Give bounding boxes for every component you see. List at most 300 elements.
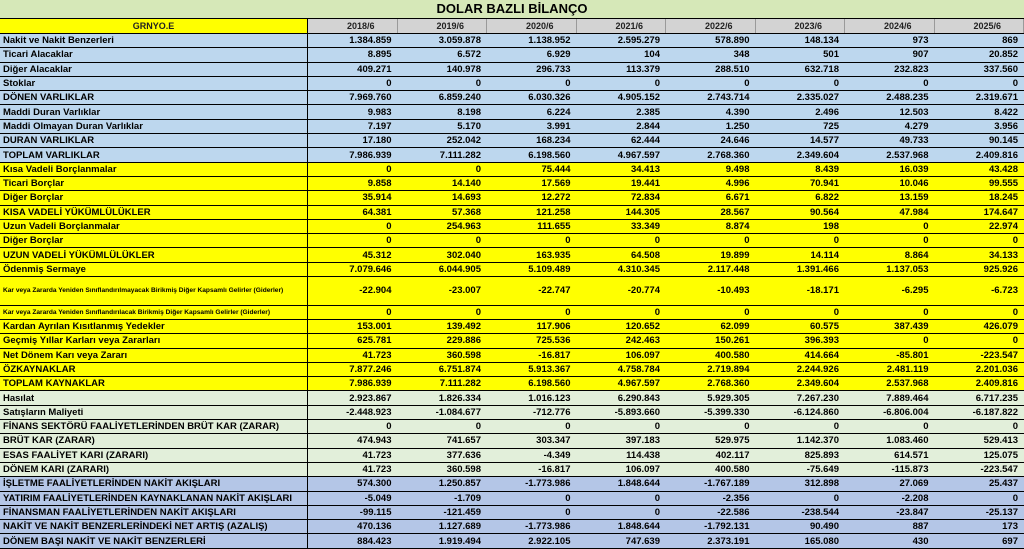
value-cell[interactable]: 8.198 [398, 105, 488, 118]
value-cell[interactable]: 8.874 [666, 220, 756, 233]
value-cell[interactable]: 2.385 [577, 105, 667, 118]
value-cell[interactable]: 165.080 [756, 534, 846, 547]
value-cell[interactable]: -23.847 [845, 506, 935, 519]
value-cell[interactable]: 0 [935, 234, 1024, 247]
row-label[interactable]: Kısa Vadeli Borçlanmalar [0, 163, 308, 176]
value-cell[interactable]: 387.439 [845, 320, 935, 333]
value-cell[interactable]: 41.723 [308, 463, 398, 476]
value-cell[interactable]: 884.423 [308, 534, 398, 547]
value-cell[interactable]: -2.448.923 [308, 406, 398, 419]
value-cell[interactable]: 0 [756, 77, 846, 90]
value-cell[interactable]: 4.758.784 [577, 363, 667, 376]
value-cell[interactable]: 0 [845, 77, 935, 90]
value-cell[interactable]: -25.137 [935, 506, 1024, 519]
value-cell[interactable]: 741.657 [398, 434, 488, 447]
value-cell[interactable]: 0 [935, 334, 1024, 347]
value-cell[interactable]: 153.001 [308, 320, 398, 333]
value-cell[interactable]: 7.889.464 [845, 391, 935, 404]
value-cell[interactable]: -6.295 [845, 277, 935, 305]
value-cell[interactable]: 614.571 [845, 449, 935, 462]
value-cell[interactable]: -20.774 [577, 277, 667, 305]
value-cell[interactable]: 360.598 [398, 349, 488, 362]
year-header[interactable]: 2023/6 [756, 19, 846, 33]
value-cell[interactable]: 47.984 [845, 206, 935, 219]
row-label[interactable]: TOPLAM KAYNAKLAR [0, 377, 308, 390]
row-label[interactable]: UZUN VADELİ YÜKÜMLÜLÜKLER [0, 248, 308, 261]
value-cell[interactable]: 0 [577, 77, 667, 90]
value-cell[interactable]: 7.111.282 [398, 377, 488, 390]
value-cell[interactable]: 2.537.968 [845, 148, 935, 161]
value-cell[interactable]: 9.498 [666, 163, 756, 176]
value-cell[interactable]: 0 [845, 420, 935, 433]
value-cell[interactable]: 1.127.689 [398, 520, 488, 533]
value-cell[interactable]: 2.481.119 [845, 363, 935, 376]
value-cell[interactable]: -2.356 [666, 492, 756, 505]
value-cell[interactable]: -4.349 [487, 449, 577, 462]
value-cell[interactable]: 0 [845, 334, 935, 347]
value-cell[interactable]: 20.852 [935, 48, 1024, 61]
value-cell[interactable]: 120.652 [577, 320, 667, 333]
value-cell[interactable]: 2.349.604 [756, 377, 846, 390]
year-header[interactable]: 2018/6 [308, 19, 398, 33]
row-label[interactable]: Kar veya Zararda Yeniden Sınıflandırılacak Birikmiş Diğer Kapsamlı Gelirler (Giderler) [0, 306, 308, 319]
row-label[interactable]: Diğer Borçlar [0, 191, 308, 204]
ticker-cell[interactable]: GRNYO.E [0, 19, 308, 33]
value-cell[interactable]: 0 [487, 306, 577, 319]
value-cell[interactable]: 2.922.105 [487, 534, 577, 547]
value-cell[interactable]: 99.555 [935, 177, 1024, 190]
value-cell[interactable]: -115.873 [845, 463, 935, 476]
value-cell[interactable]: 0 [577, 306, 667, 319]
value-cell[interactable]: 337.560 [935, 63, 1024, 76]
value-cell[interactable]: 397.183 [577, 434, 667, 447]
value-cell[interactable]: 0 [308, 234, 398, 247]
value-cell[interactable]: 312.898 [756, 477, 846, 490]
value-cell[interactable]: 348 [666, 48, 756, 61]
value-cell[interactable]: 925.926 [935, 263, 1024, 276]
value-cell[interactable]: 1.384.859 [308, 34, 398, 47]
value-cell[interactable]: 6.822 [756, 191, 846, 204]
value-cell[interactable]: 869 [935, 34, 1024, 47]
value-cell[interactable]: 19.899 [666, 248, 756, 261]
value-cell[interactable]: 887 [845, 520, 935, 533]
value-cell[interactable]: 2.743.714 [666, 91, 756, 104]
value-cell[interactable]: 90.490 [756, 520, 846, 533]
value-cell[interactable]: 106.097 [577, 349, 667, 362]
value-cell[interactable]: 303.347 [487, 434, 577, 447]
value-cell[interactable]: -22.586 [666, 506, 756, 519]
row-label[interactable]: Nakit ve Nakit Benzerleri [0, 34, 308, 47]
row-label[interactable]: BRÜT KAR (ZARAR) [0, 434, 308, 447]
value-cell[interactable]: 9.858 [308, 177, 398, 190]
value-cell[interactable]: -1.084.677 [398, 406, 488, 419]
value-cell[interactable]: 17.180 [308, 134, 398, 147]
value-cell[interactable]: 0 [935, 492, 1024, 505]
value-cell[interactable]: 296.733 [487, 63, 577, 76]
value-cell[interactable]: 0 [487, 234, 577, 247]
value-cell[interactable]: 16.039 [845, 163, 935, 176]
value-cell[interactable]: 45.312 [308, 248, 398, 261]
value-cell[interactable]: -2.208 [845, 492, 935, 505]
value-cell[interactable]: 529.975 [666, 434, 756, 447]
value-cell[interactable]: 8.895 [308, 48, 398, 61]
value-cell[interactable]: 111.655 [487, 220, 577, 233]
value-cell[interactable]: 0 [398, 234, 488, 247]
value-cell[interactable]: 0 [756, 420, 846, 433]
value-cell[interactable]: -10.493 [666, 277, 756, 305]
value-cell[interactable]: 22.974 [935, 220, 1024, 233]
value-cell[interactable]: 8.864 [845, 248, 935, 261]
row-label[interactable]: TOPLAM VARLIKLAR [0, 148, 308, 161]
value-cell[interactable]: 4.996 [666, 177, 756, 190]
value-cell[interactable]: 0 [308, 306, 398, 319]
value-cell[interactable]: 0 [577, 506, 667, 519]
value-cell[interactable]: 5.170 [398, 120, 488, 133]
value-cell[interactable]: 144.305 [577, 206, 667, 219]
value-cell[interactable]: 2.201.036 [935, 363, 1024, 376]
value-cell[interactable]: -85.801 [845, 349, 935, 362]
row-label[interactable]: Satışların Maliyeti [0, 406, 308, 419]
value-cell[interactable]: -23.007 [398, 277, 488, 305]
row-label[interactable]: Maddi Olmayan Duran Varlıklar [0, 120, 308, 133]
value-cell[interactable]: -6.723 [935, 277, 1024, 305]
value-cell[interactable]: 198 [756, 220, 846, 233]
row-label[interactable]: Stoklar [0, 77, 308, 90]
row-label[interactable]: Maddi Duran Varlıklar [0, 105, 308, 118]
value-cell[interactable]: -18.171 [756, 277, 846, 305]
value-cell[interactable]: 0 [845, 306, 935, 319]
value-cell[interactable]: 104 [577, 48, 667, 61]
value-cell[interactable]: 17.569 [487, 177, 577, 190]
value-cell[interactable]: 14.114 [756, 248, 846, 261]
row-label[interactable]: DÖNEM BAŞI NAKİT VE NAKİT BENZERLERİ [0, 534, 308, 547]
value-cell[interactable]: 1.391.466 [756, 263, 846, 276]
value-cell[interactable]: -121.459 [398, 506, 488, 519]
value-cell[interactable]: 4.967.597 [577, 377, 667, 390]
value-cell[interactable]: 28.567 [666, 206, 756, 219]
value-cell[interactable]: 0 [577, 234, 667, 247]
value-cell[interactable]: 973 [845, 34, 935, 47]
row-label[interactable]: Diğer Borçlar [0, 234, 308, 247]
value-cell[interactable]: 0 [935, 77, 1024, 90]
value-cell[interactable]: 18.245 [935, 191, 1024, 204]
value-cell[interactable]: 12.503 [845, 105, 935, 118]
value-cell[interactable]: 2.409.816 [935, 377, 1024, 390]
row-label[interactable]: NAKİT VE NAKİT BENZERLERİNDEKİ NET ARTIŞ (AZALIŞ) [0, 520, 308, 533]
value-cell[interactable]: 725 [756, 120, 846, 133]
value-cell[interactable]: 0 [398, 77, 488, 90]
value-cell[interactable]: 0 [398, 420, 488, 433]
value-cell[interactable]: 0 [756, 234, 846, 247]
value-cell[interactable]: 41.723 [308, 449, 398, 462]
value-cell[interactable]: 6.290.843 [577, 391, 667, 404]
value-cell[interactable]: -1.773.986 [487, 520, 577, 533]
value-cell[interactable]: 2.595.279 [577, 34, 667, 47]
value-cell[interactable]: 430 [845, 534, 935, 547]
value-cell[interactable]: 121.258 [487, 206, 577, 219]
value-cell[interactable]: 106.097 [577, 463, 667, 476]
value-cell[interactable]: 1.137.053 [845, 263, 935, 276]
value-cell[interactable]: 5.109.489 [487, 263, 577, 276]
value-cell[interactable]: 0 [577, 420, 667, 433]
value-cell[interactable]: 25.437 [935, 477, 1024, 490]
value-cell[interactable]: 625.781 [308, 334, 398, 347]
value-cell[interactable]: 2.117.448 [666, 263, 756, 276]
value-cell[interactable]: 148.134 [756, 34, 846, 47]
row-label[interactable]: Ticari Borçlar [0, 177, 308, 190]
value-cell[interactable]: 8.422 [935, 105, 1024, 118]
value-cell[interactable]: 14.140 [398, 177, 488, 190]
value-cell[interactable]: 27.069 [845, 477, 935, 490]
value-cell[interactable]: 6.671 [666, 191, 756, 204]
value-cell[interactable]: 2.923.867 [308, 391, 398, 404]
value-cell[interactable]: 5.929.305 [666, 391, 756, 404]
value-cell[interactable]: 75.444 [487, 163, 577, 176]
value-cell[interactable]: 2.719.894 [666, 363, 756, 376]
value-cell[interactable]: 14.693 [398, 191, 488, 204]
row-label[interactable]: Geçmiş Yıllar Karları veya Zararları [0, 334, 308, 347]
value-cell[interactable]: -5.893.660 [577, 406, 667, 419]
row-label[interactable]: Diğer Alacaklar [0, 63, 308, 76]
value-cell[interactable]: 9.983 [308, 105, 398, 118]
row-label[interactable]: FİNANS SEKTÖRÜ FAALİYETLERİNDEN BRÜT KAR (ZARAR) [0, 420, 308, 433]
value-cell[interactable]: 302.040 [398, 248, 488, 261]
value-cell[interactable]: 0 [398, 306, 488, 319]
value-cell[interactable]: 2.768.360 [666, 148, 756, 161]
value-cell[interactable]: 232.823 [845, 63, 935, 76]
value-cell[interactable]: 254.963 [398, 220, 488, 233]
value-cell[interactable]: 70.941 [756, 177, 846, 190]
row-label[interactable]: DÖNEM KARI (ZARARI) [0, 463, 308, 476]
value-cell[interactable]: 1.016.123 [487, 391, 577, 404]
value-cell[interactable]: 173 [935, 520, 1024, 533]
value-cell[interactable]: 7.969.760 [308, 91, 398, 104]
value-cell[interactable]: 14.577 [756, 134, 846, 147]
value-cell[interactable]: 41.723 [308, 349, 398, 362]
value-cell[interactable]: 150.261 [666, 334, 756, 347]
value-cell[interactable]: 229.886 [398, 334, 488, 347]
value-cell[interactable]: 7.079.646 [308, 263, 398, 276]
value-cell[interactable]: 0 [756, 306, 846, 319]
value-cell[interactable]: 12.272 [487, 191, 577, 204]
row-label[interactable]: Uzun Vadeli Borçlanmalar [0, 220, 308, 233]
value-cell[interactable]: -1.773.986 [487, 477, 577, 490]
value-cell[interactable]: 501 [756, 48, 846, 61]
value-cell[interactable]: 4.390 [666, 105, 756, 118]
value-cell[interactable]: 72.834 [577, 191, 667, 204]
row-label[interactable]: ESAS FAALİYET KARI (ZARARI) [0, 449, 308, 462]
value-cell[interactable]: 242.463 [577, 334, 667, 347]
value-cell[interactable]: 114.438 [577, 449, 667, 462]
value-cell[interactable]: 426.079 [935, 320, 1024, 333]
value-cell[interactable]: 19.441 [577, 177, 667, 190]
value-cell[interactable]: -16.817 [487, 463, 577, 476]
value-cell[interactable]: 168.234 [487, 134, 577, 147]
value-cell[interactable]: 4.905.152 [577, 91, 667, 104]
value-cell[interactable]: 62.099 [666, 320, 756, 333]
year-header[interactable]: 2021/6 [577, 19, 667, 33]
value-cell[interactable]: 7.111.282 [398, 148, 488, 161]
value-cell[interactable]: 0 [487, 506, 577, 519]
value-cell[interactable]: 6.044.905 [398, 263, 488, 276]
value-cell[interactable]: 125.075 [935, 449, 1024, 462]
value-cell[interactable]: 4.310.345 [577, 263, 667, 276]
row-label[interactable]: YATIRIM FAALİYETLERİNDEN KAYNAKLANAN NAKİT AKIŞLARI [0, 492, 308, 505]
value-cell[interactable]: -5.049 [308, 492, 398, 505]
row-label[interactable]: DURAN VARLIKLAR [0, 134, 308, 147]
value-cell[interactable]: 6.572 [398, 48, 488, 61]
value-cell[interactable]: 140.978 [398, 63, 488, 76]
value-cell[interactable]: -1.709 [398, 492, 488, 505]
value-cell[interactable]: 6.929 [487, 48, 577, 61]
value-cell[interactable]: 62.444 [577, 134, 667, 147]
value-cell[interactable]: 6.717.235 [935, 391, 1024, 404]
value-cell[interactable]: 0 [487, 420, 577, 433]
value-cell[interactable]: 2.319.671 [935, 91, 1024, 104]
value-cell[interactable]: 0 [845, 220, 935, 233]
value-cell[interactable]: 1.848.644 [577, 520, 667, 533]
value-cell[interactable]: -75.649 [756, 463, 846, 476]
value-cell[interactable]: 414.664 [756, 349, 846, 362]
value-cell[interactable]: 470.136 [308, 520, 398, 533]
value-cell[interactable]: 60.575 [756, 320, 846, 333]
value-cell[interactable]: 400.580 [666, 463, 756, 476]
value-cell[interactable]: 1.919.494 [398, 534, 488, 547]
value-cell[interactable]: 0 [756, 492, 846, 505]
value-cell[interactable]: 64.508 [577, 248, 667, 261]
value-cell[interactable]: 4.279 [845, 120, 935, 133]
value-cell[interactable]: -16.817 [487, 349, 577, 362]
value-cell[interactable]: 632.718 [756, 63, 846, 76]
value-cell[interactable]: 2.537.968 [845, 377, 935, 390]
value-cell[interactable]: 2.488.235 [845, 91, 935, 104]
row-label[interactable]: Ödenmiş Sermaye [0, 263, 308, 276]
value-cell[interactable]: 90.145 [935, 134, 1024, 147]
value-cell[interactable]: 1.142.370 [756, 434, 846, 447]
value-cell[interactable]: 113.379 [577, 63, 667, 76]
value-cell[interactable]: -6.806.004 [845, 406, 935, 419]
value-cell[interactable]: 2.335.027 [756, 91, 846, 104]
value-cell[interactable]: 117.906 [487, 320, 577, 333]
value-cell[interactable]: 0 [308, 77, 398, 90]
year-header[interactable]: 2019/6 [398, 19, 488, 33]
value-cell[interactable]: 574.300 [308, 477, 398, 490]
value-cell[interactable]: 2.844 [577, 120, 667, 133]
value-cell[interactable]: 0 [487, 77, 577, 90]
value-cell[interactable]: 8.439 [756, 163, 846, 176]
value-cell[interactable]: 1.826.334 [398, 391, 488, 404]
value-cell[interactable]: 2.496 [756, 105, 846, 118]
value-cell[interactable]: 174.647 [935, 206, 1024, 219]
value-cell[interactable]: -223.547 [935, 349, 1024, 362]
value-cell[interactable]: 2.373.191 [666, 534, 756, 547]
value-cell[interactable]: 697 [935, 534, 1024, 547]
value-cell[interactable]: 13.159 [845, 191, 935, 204]
value-cell[interactable]: 163.935 [487, 248, 577, 261]
value-cell[interactable]: 0 [308, 220, 398, 233]
value-cell[interactable]: 0 [398, 163, 488, 176]
value-cell[interactable]: -5.399.330 [666, 406, 756, 419]
row-label[interactable]: Kar veya Zararda Yeniden Sınıflandırılmayacak Birikmiş Diğer Kapsamlı Gelirler (Giderler) [0, 277, 308, 305]
value-cell[interactable]: 252.042 [398, 134, 488, 147]
value-cell[interactable]: 34.133 [935, 248, 1024, 261]
value-cell[interactable]: -99.115 [308, 506, 398, 519]
value-cell[interactable]: 529.413 [935, 434, 1024, 447]
value-cell[interactable]: 0 [487, 492, 577, 505]
value-cell[interactable]: 64.381 [308, 206, 398, 219]
value-cell[interactable]: -22.747 [487, 277, 577, 305]
row-label[interactable]: Hasılat [0, 391, 308, 404]
value-cell[interactable]: 6.224 [487, 105, 577, 118]
value-cell[interactable]: 825.893 [756, 449, 846, 462]
value-cell[interactable]: 7.986.939 [308, 377, 398, 390]
value-cell[interactable]: 0 [845, 234, 935, 247]
row-label[interactable]: KISA VADELİ YÜKÜMLÜLÜKLER [0, 206, 308, 219]
value-cell[interactable]: 1.250 [666, 120, 756, 133]
value-cell[interactable]: 90.564 [756, 206, 846, 219]
year-header[interactable]: 2022/6 [666, 19, 756, 33]
value-cell[interactable]: 4.967.597 [577, 148, 667, 161]
value-cell[interactable]: 34.413 [577, 163, 667, 176]
value-cell[interactable]: 0 [935, 420, 1024, 433]
value-cell[interactable]: 0 [308, 420, 398, 433]
row-label[interactable]: İŞLETME FAALİYETLERİNDEN NAKİT AKIŞLARI [0, 477, 308, 490]
value-cell[interactable]: -223.547 [935, 463, 1024, 476]
value-cell[interactable]: -238.544 [756, 506, 846, 519]
value-cell[interactable]: 6.198.560 [487, 148, 577, 161]
year-header[interactable]: 2025/6 [935, 19, 1024, 33]
value-cell[interactable]: 139.492 [398, 320, 488, 333]
value-cell[interactable]: 1.083.460 [845, 434, 935, 447]
value-cell[interactable]: 3.059.878 [398, 34, 488, 47]
value-cell[interactable]: 409.271 [308, 63, 398, 76]
value-cell[interactable]: -6.187.822 [935, 406, 1024, 419]
value-cell[interactable]: 288.510 [666, 63, 756, 76]
value-cell[interactable]: 0 [308, 163, 398, 176]
value-cell[interactable]: 0 [666, 306, 756, 319]
value-cell[interactable]: 725.536 [487, 334, 577, 347]
value-cell[interactable]: 2.409.816 [935, 148, 1024, 161]
value-cell[interactable]: 1.848.644 [577, 477, 667, 490]
row-label[interactable]: ÖZKAYNAKLAR [0, 363, 308, 376]
value-cell[interactable]: -6.124.860 [756, 406, 846, 419]
value-cell[interactable]: 0 [577, 492, 667, 505]
value-cell[interactable]: 377.636 [398, 449, 488, 462]
value-cell[interactable]: 6.198.560 [487, 377, 577, 390]
value-cell[interactable]: 0 [666, 77, 756, 90]
value-cell[interactable]: 360.598 [398, 463, 488, 476]
value-cell[interactable]: 747.639 [577, 534, 667, 547]
value-cell[interactable]: -22.904 [308, 277, 398, 305]
value-cell[interactable]: 10.046 [845, 177, 935, 190]
value-cell[interactable]: 7.986.939 [308, 148, 398, 161]
row-label[interactable]: Net Dönem Karı veya Zararı [0, 349, 308, 362]
value-cell[interactable]: -712.776 [487, 406, 577, 419]
year-header[interactable]: 2020/6 [487, 19, 577, 33]
value-cell[interactable]: 43.428 [935, 163, 1024, 176]
row-label[interactable]: FİNANSMAN FAALİYETLERİNDEN NAKİT AKIŞLARI [0, 506, 308, 519]
value-cell[interactable]: 3.956 [935, 120, 1024, 133]
value-cell[interactable]: 49.733 [845, 134, 935, 147]
value-cell[interactable]: 578.890 [666, 34, 756, 47]
value-cell[interactable]: 7.267.230 [756, 391, 846, 404]
value-cell[interactable]: 1.250.857 [398, 477, 488, 490]
row-label[interactable]: DÖNEN VARLIKLAR [0, 91, 308, 104]
value-cell[interactable]: 907 [845, 48, 935, 61]
row-label[interactable]: Ticari Alacaklar [0, 48, 308, 61]
value-cell[interactable]: 24.646 [666, 134, 756, 147]
value-cell[interactable]: 6.751.874 [398, 363, 488, 376]
